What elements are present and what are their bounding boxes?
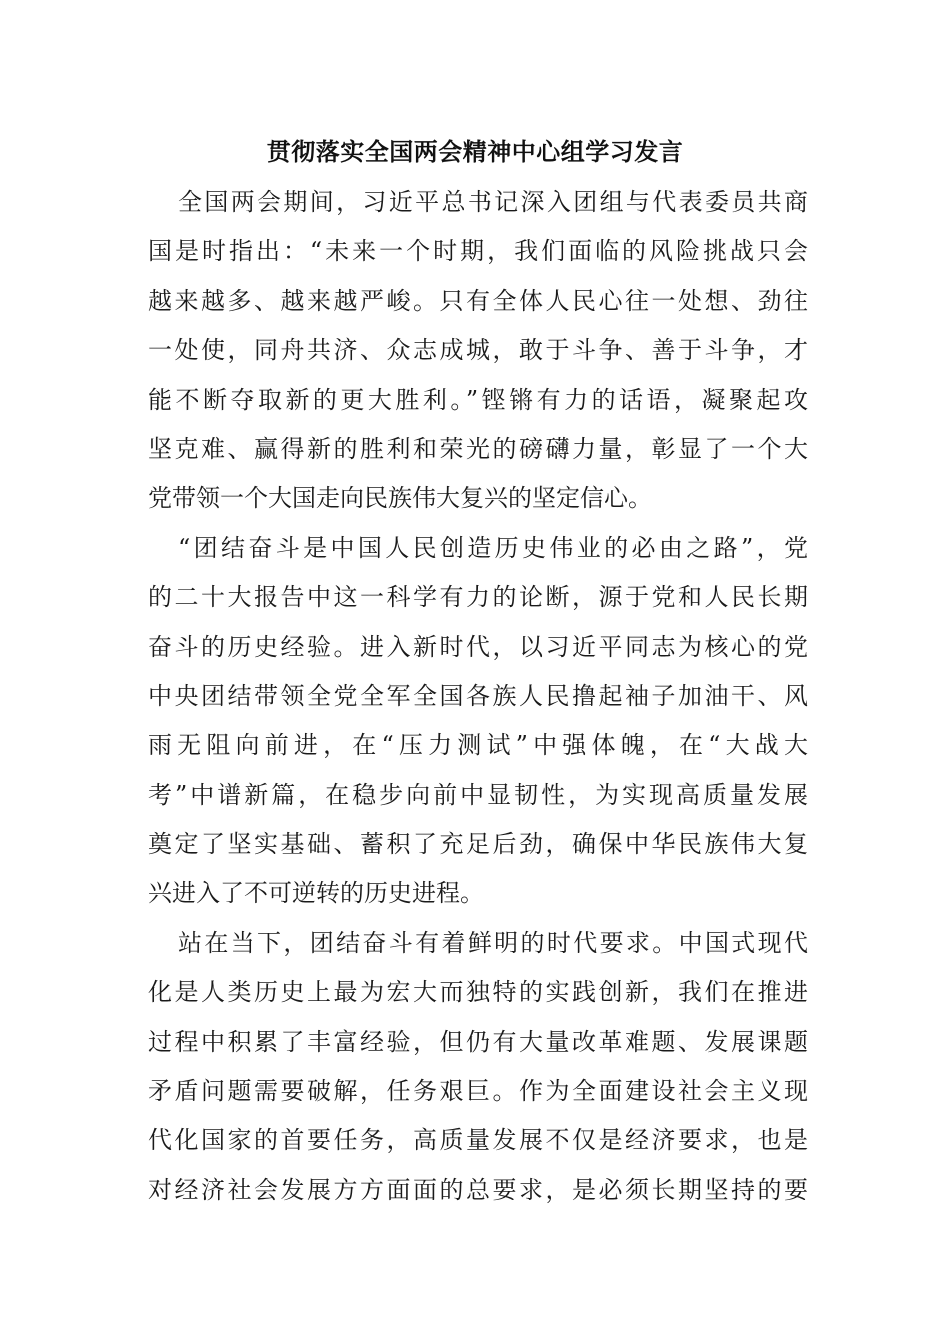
text-line: 坚克难、赢得新的胜利和荣光的磅礴力量，彰显了一个大	[148, 434, 808, 463]
document-title: 贯彻落实全国两会精神中心组学习发言	[266, 137, 684, 166]
text-line: 雨无阻向前进，在“压力测试”中强体魄，在“大战大	[148, 731, 808, 760]
text-line: 过程中积累了丰富经验，但仍有大量改革难题、发展课题	[148, 1027, 808, 1056]
text-line: 越来越多、越来越严峻。只有全体人民心往一处想、劲往	[148, 286, 808, 315]
document-body	[148, 178, 808, 1215]
paragraph-1	[148, 178, 808, 524]
text-line: 兴进入了不可逆转的历史进程。	[148, 879, 484, 908]
paragraph-2	[148, 524, 808, 919]
text-line: 化是人类历史上最为宏大而独特的实践创新，我们在推进	[148, 978, 808, 1007]
text-line: 中央团结带领全党全军全国各族人民撸起袖子加油干、风	[148, 681, 808, 710]
text-line: 党带领一个大国走向民族伟大复兴的坚定信心。	[148, 484, 652, 513]
text-line: 奠定了坚实基础、蓄积了充足后劲，确保中华民族伟大复	[148, 830, 808, 859]
text-line: 的二十大报告中这一科学有力的论断，源于党和人民长期	[148, 583, 808, 612]
text-line: 考”中谱新篇，在稳步向前中显韧性，为实现高质量发展	[148, 780, 808, 809]
text-line: 全国两会期间，习近平总书记深入团组与代表委员共商	[178, 188, 808, 216]
paragraph-3	[148, 919, 808, 1215]
text-line: 站在当下，团结奋斗有着鲜明的时代要求。中国式现代	[178, 928, 808, 957]
text-line: 奋斗的历史经验。进入新时代，以习近平同志为核心的党	[148, 632, 808, 661]
text-line: 一处使，同舟共济、众志成城，敢于斗争、善于斗争，才	[148, 336, 808, 365]
text-line: 能不断夺取新的更大胜利。”铿锵有力的话语，凝聚起攻	[148, 385, 808, 414]
text-line: 国是时指出：“未来一个时期，我们面临的风险挑战只会	[148, 237, 808, 266]
text-line: “团结奋斗是中国人民创造历史伟业的必由之路”，党	[178, 533, 808, 562]
text-line: 对经济社会发展方方面面的总要求，是必须长期坚持的要	[148, 1175, 808, 1204]
text-line: 代化国家的首要任务，高质量发展不仅是经济要求，也是	[148, 1126, 808, 1155]
text-line: 矛盾问题需要破解，任务艰巨。作为全面建设社会主义现	[148, 1077, 808, 1106]
